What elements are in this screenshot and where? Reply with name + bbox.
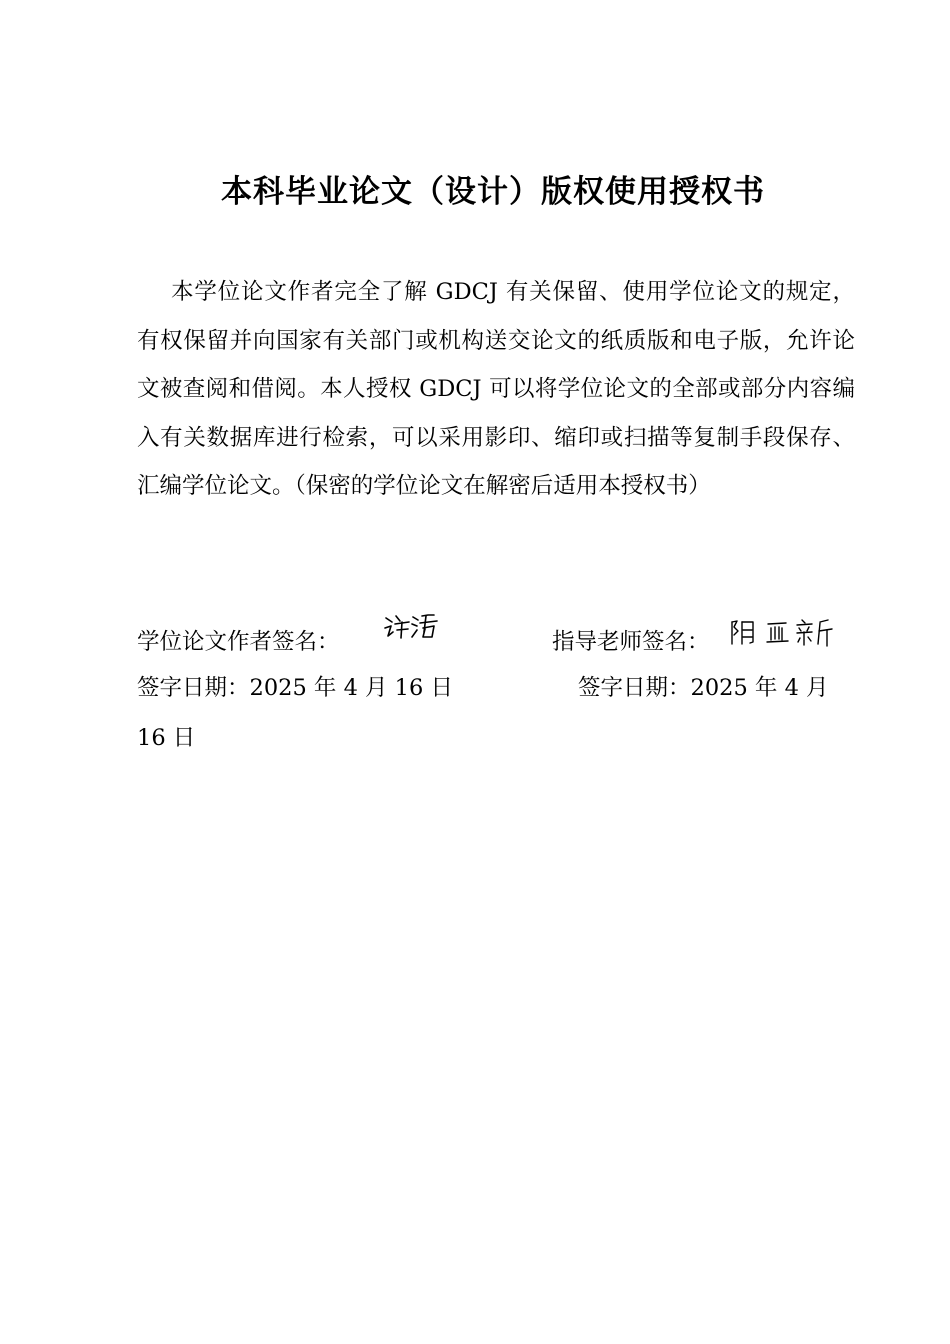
author-handwritten-signature xyxy=(382,610,442,644)
advisor-handwritten-signature xyxy=(728,616,838,650)
author-signature-label: 学位论文作者签名： xyxy=(137,629,340,655)
advisor-signature-label: 指导老师签名： xyxy=(552,629,710,655)
author-signature-date: 签字日期：2025 年 4 月 16 日 xyxy=(137,675,453,701)
advisor-signature-date: 签字日期：2025 年 4 月 xyxy=(578,675,829,701)
page-title: 本科毕业论文（设计）版权使用授权书 xyxy=(221,174,765,210)
advisor-signature-date-continued: 16 日 xyxy=(137,725,196,751)
authorization-paragraph: 本学位论文作者完全了解 GDCJ 有关保留、使用学位论文的规定，有权保留并向国家有关部门或机构送交论文的纸质版和电子版，允许论文被查阅和借阅。本人授权 GDCJ 可以将学位论文的全部或部分内容编入有关数据库进行检索，可以采用影印、缩印或扫描等复制手段保存、汇编学位论文。（保密的学位论文在解密后适用本授权书） xyxy=(137,279,855,499)
